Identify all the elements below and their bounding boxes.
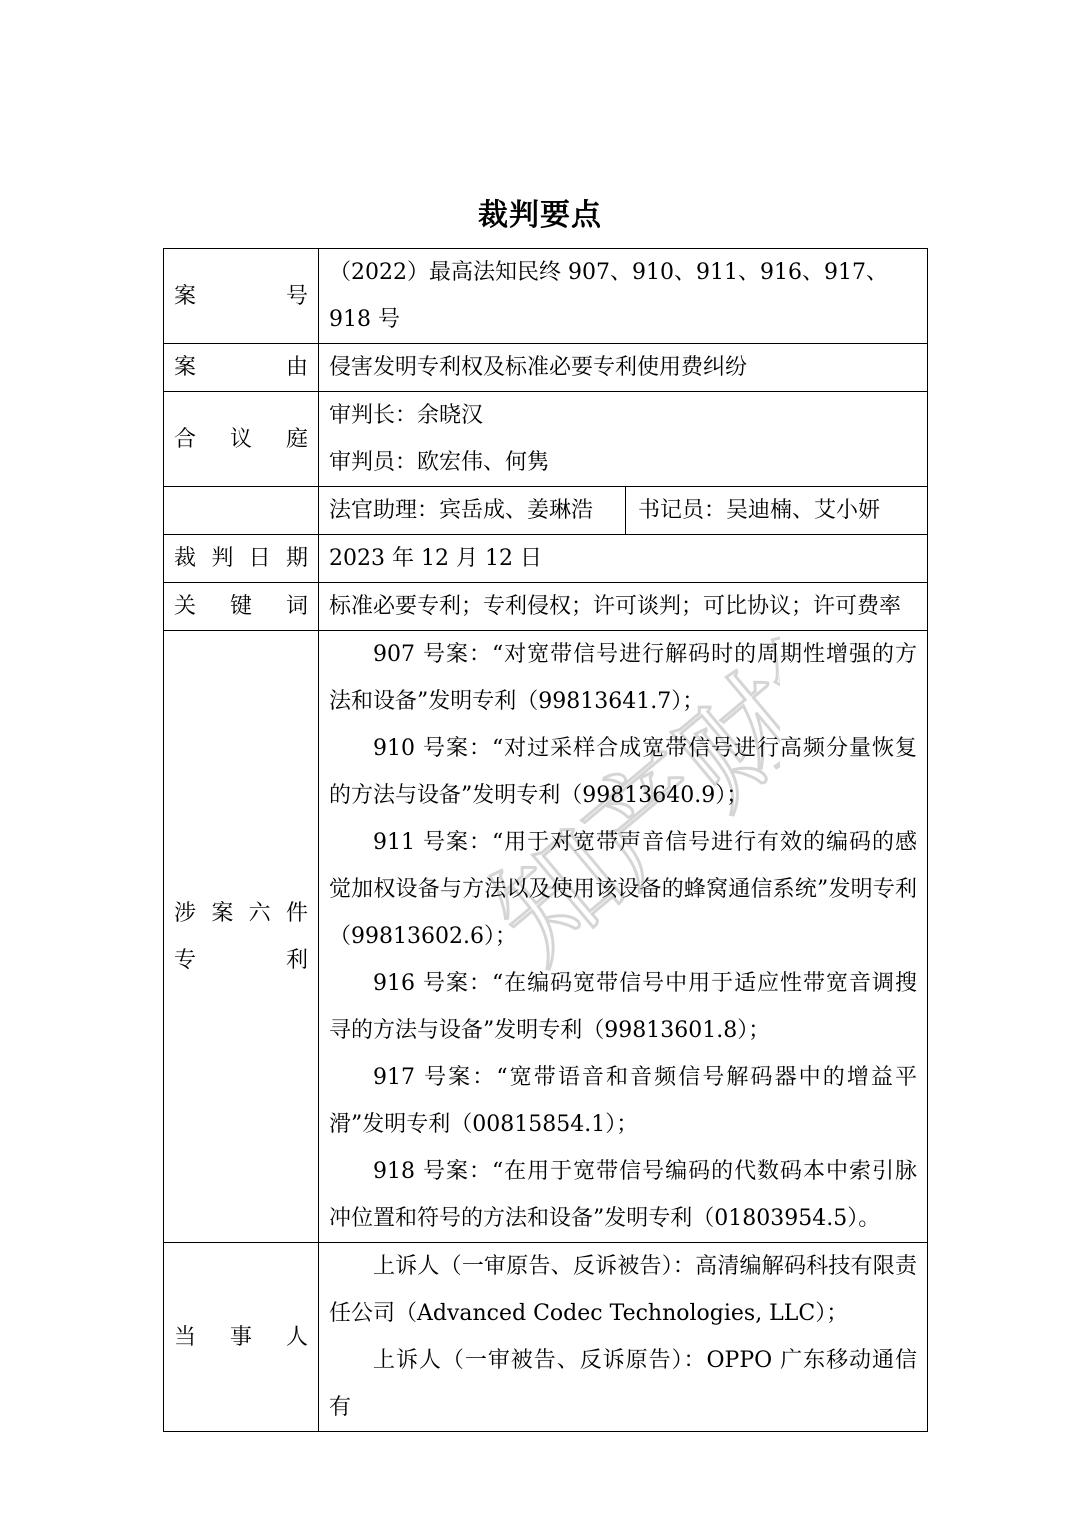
value-keywords: 标准必要专利；专利侵权；许可谈判；可比协议；许可费率 xyxy=(319,583,928,631)
row-patents xyxy=(164,631,928,1243)
label-parties: 当 事 人 xyxy=(164,1243,319,1432)
label-assistants-empty xyxy=(164,487,319,535)
label-cause: 案 由 xyxy=(164,344,319,392)
patent-item: 911 号案：“用于对宽带声音信号进行有效的编码的感觉加权设备与方法以及使用该设备的蜂窝通信系统”发明专利（99813602.6）； xyxy=(329,830,917,949)
value-panel xyxy=(319,392,928,487)
value-case-no: （2022）最高法知民终 907、910、911、916、917、918 号 xyxy=(319,249,928,344)
judges: 审判员：欧宏伟、何隽 xyxy=(329,450,550,475)
value-parties xyxy=(319,1243,928,1432)
presiding-judge: 审判长：余晓汉 xyxy=(329,403,484,428)
row-panel xyxy=(164,392,928,487)
row-parties xyxy=(164,1243,928,1432)
clerk-assistant: 法官助理：宾岳成、姜琳浩 xyxy=(319,487,626,534)
label-keywords: 关 键 词 xyxy=(164,583,319,631)
value-cause: 侵害发明专利权及标准必要专利使用费纠纷 xyxy=(319,344,928,392)
value-patents xyxy=(319,631,928,1243)
patent-item: 916 号案：“在编码宽带信号中用于适应性带宽音调搜寻的方法与设备”发明专利（99813601.8）； xyxy=(329,971,917,1043)
patent-item: 907 号案：“对宽带信号进行解码时的周期性增强的方法和设备”发明专利（99813641.7）； xyxy=(329,642,917,714)
patent-item: 918 号案：“在用于宽带信号编码的代数码本中索引脉冲位置和符号的方法和设备”发明专利（01803954.5）。 xyxy=(329,1159,917,1231)
patent-item: 910 号案：“对过采样合成宽带信号进行高频分量恢复的方法与设备”发明专利（99813640.9）； xyxy=(329,736,917,808)
label-case-no: 案 号 xyxy=(164,249,319,344)
judgment-table xyxy=(163,248,928,1432)
label-patents: 涉 案 六 件 专 利 xyxy=(164,631,319,1243)
row-assistants xyxy=(164,487,928,535)
clerk: 书记员：吴迪楠、艾小妍 xyxy=(638,498,881,523)
watermark-text: 知产财经 xyxy=(467,573,780,980)
label-date: 裁 判 日 期 xyxy=(164,535,319,583)
row-date xyxy=(164,535,928,583)
label-panel: 合 议 庭 xyxy=(164,392,319,487)
party-item: 上诉人（一审被告、反诉原告）：OPPO 广东移动通信有 xyxy=(329,1348,917,1420)
page-title: 裁判要点 xyxy=(478,198,602,233)
value-date: 2023 年 12 月 12 日 xyxy=(319,535,928,583)
party-item: 上诉人（一审原告、反诉被告）：高清编解码科技有限责任公司（Advanced Codec Technologies, LLC）； xyxy=(329,1254,917,1326)
row-keywords xyxy=(164,583,928,631)
row-case-no xyxy=(164,249,928,344)
value-assistants xyxy=(319,487,928,535)
row-cause xyxy=(164,344,928,392)
patent-item: 917 号案：“宽带语音和音频信号解码器中的增益平滑”发明专利（00815854.1）； xyxy=(329,1065,917,1137)
